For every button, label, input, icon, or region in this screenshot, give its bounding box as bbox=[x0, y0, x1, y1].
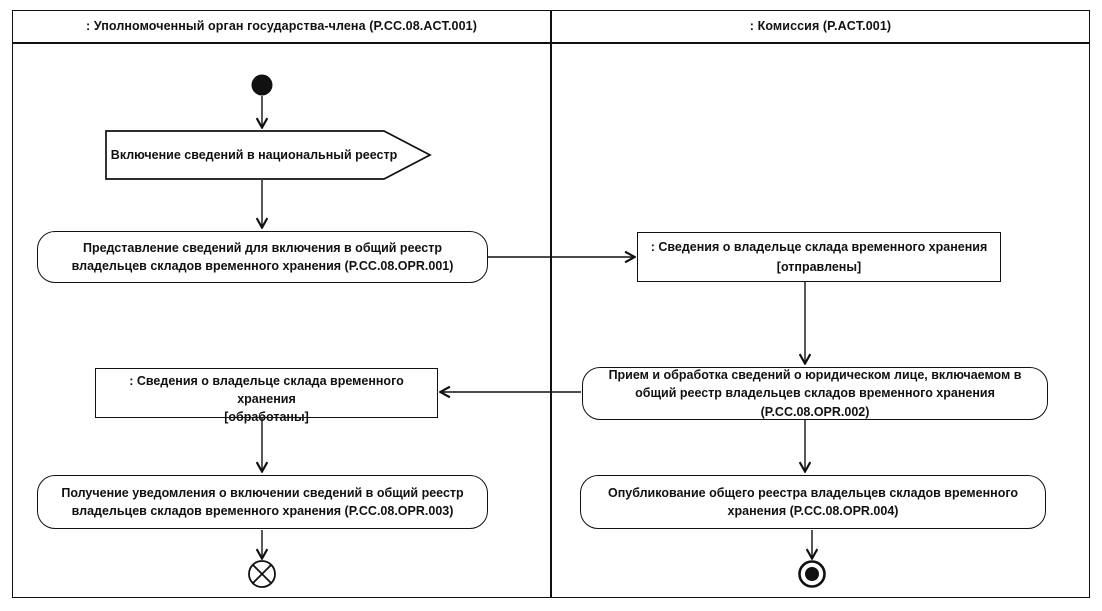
object-node-processed-title: : Сведения о владельце склада временного хранения bbox=[129, 374, 404, 407]
swimlane-header-commission bbox=[552, 10, 1089, 44]
swimlane-label-commission: : Комиссия (P.ACT.001) bbox=[749, 19, 892, 33]
action-node-opr004: Опубликование общего реестра владельцев складов временного хранения (P.CC.08.OPR.004) bbox=[580, 475, 1046, 529]
object-node-sent-title: : Сведения о владельце склада временного хранения bbox=[650, 239, 988, 254]
object-node-processed bbox=[95, 368, 438, 425]
action-node-opr002: Прием и обработка сведений о юридическом лице, включаемом в общий реестр владельцев складов временного хранения (P.CC.08.OPR.002) bbox=[582, 367, 1048, 420]
object-node-sent-state: [отправлены] bbox=[776, 259, 862, 274]
swimlane-label-member-state: : Уполномоченный орган государства-члена (P.CC.08.ACT.001) bbox=[86, 19, 477, 33]
swimlane-divider bbox=[550, 10, 552, 598]
object-node-processed-state: [обработаны] bbox=[224, 410, 309, 425]
swimlane-header-member-state bbox=[13, 10, 550, 44]
action-node-opr003: Получение уведомления о включении сведений в общий реестр владельцев складов временного хранения (P.CC.08.OPR.003) bbox=[37, 475, 488, 529]
signal-node-label: Включение сведений в национальный реестр bbox=[110, 147, 398, 162]
object-node-sent bbox=[637, 232, 1001, 282]
action-node-opr001: Представление сведений для включения в общий реестр владельцев складов временного хранения (P.CC.08.OPR.001) bbox=[37, 231, 488, 283]
